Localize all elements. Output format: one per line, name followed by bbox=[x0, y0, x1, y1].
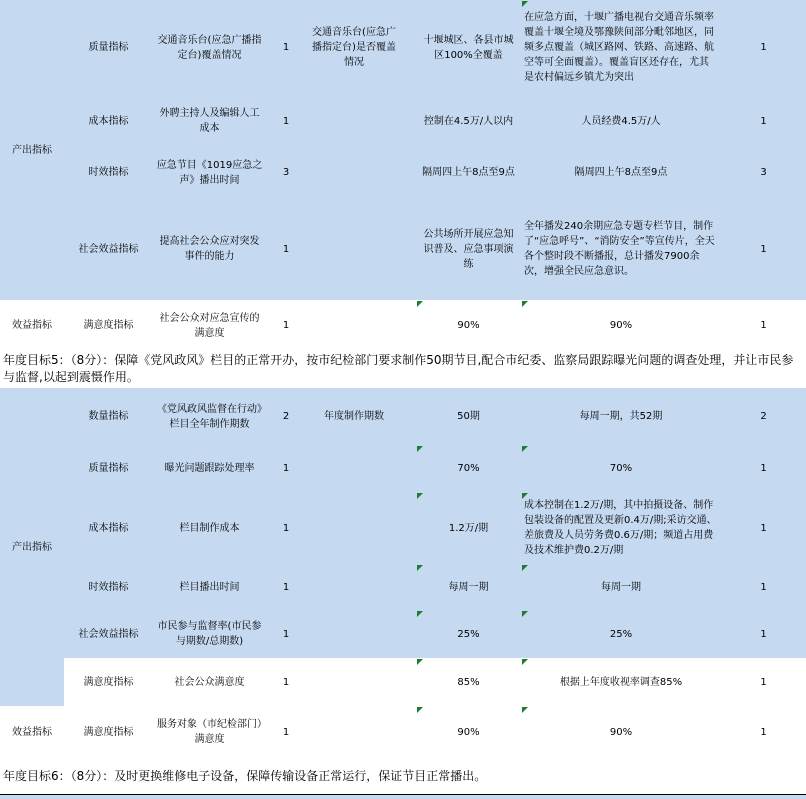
comment-marker-icon bbox=[417, 446, 423, 452]
actual-cell: 在应急方面，十堰广播电视台交通音乐频率覆盖十堰全境及鄂豫陕间部分毗邻地区，同频多点覆盖（城区路网、铁路、高速路、航空等可全面覆盖）。覆盖盲区还存在，尤其是农村偏远乡镇尤为突出 bbox=[521, 0, 721, 95]
spacer-cell bbox=[402, 445, 416, 492]
score-cell: 1 bbox=[721, 492, 806, 564]
category-cell: 效益指标 bbox=[0, 706, 64, 758]
metric-cell bbox=[306, 147, 402, 198]
metric-cell bbox=[306, 198, 402, 300]
sub-category-cell: 成本指标 bbox=[64, 95, 153, 147]
comment-marker-icon bbox=[522, 565, 528, 571]
score-cell: 3 bbox=[721, 147, 806, 198]
score-cell: 1 bbox=[721, 95, 806, 147]
actual-cell: 全年播发240余期应急专题专栏节目，制作了“应急呼号”、“消防安全”等宣传片，全天各个整时段不断播报，总计播发7900余次，增强全民应急意识。 bbox=[521, 198, 721, 300]
weight-cell: 1 bbox=[266, 0, 306, 95]
annual-goal-6: 年度目标6：（8分）：及时更换维修电子设备，保障传输设备正常运行，保证节目正常播出。 bbox=[0, 758, 806, 794]
metric-cell bbox=[306, 300, 402, 351]
indicator-name-cell: 曝光问题跟踪处理率 bbox=[153, 445, 266, 492]
spacer-cell bbox=[402, 610, 416, 658]
sub-category-cell: 数量指标 bbox=[64, 388, 153, 445]
comment-marker-icon bbox=[417, 301, 423, 307]
target-cell: 25% bbox=[416, 610, 521, 658]
indicator-name-cell: 《党风政风监督在行动》栏目全年制作期数 bbox=[153, 388, 266, 445]
metric-cell bbox=[306, 658, 402, 706]
score-cell: 1 bbox=[721, 610, 806, 658]
comment-marker-icon bbox=[417, 659, 423, 665]
actual-cell: 每周一期 bbox=[521, 564, 721, 610]
spacer-cell bbox=[402, 564, 416, 610]
comment-marker-icon bbox=[522, 707, 528, 713]
spacer-cell bbox=[402, 388, 416, 445]
score-cell: 1 bbox=[721, 198, 806, 300]
indicator-name-cell: 外聘主持人及编辑人工成本 bbox=[153, 95, 266, 147]
score-cell: 1 bbox=[721, 0, 806, 95]
score-cell: 1 bbox=[721, 300, 806, 351]
actual-cell: 根据上年度收视率调查85% bbox=[521, 658, 721, 706]
weight-cell: 1 bbox=[266, 658, 306, 706]
comment-marker-icon bbox=[417, 565, 423, 571]
target-cell: 70% bbox=[416, 445, 521, 492]
target-cell: 隔周四上午8点至9点 bbox=[416, 147, 521, 198]
sub-category-cell: 满意度指标 bbox=[64, 706, 153, 758]
score-cell: 1 bbox=[721, 564, 806, 610]
metric-cell bbox=[306, 610, 402, 658]
sub-category-cell: 时效指标 bbox=[64, 564, 153, 610]
comment-marker-icon bbox=[522, 301, 528, 307]
spacer-cell bbox=[402, 300, 416, 351]
sub-category-cell: 满意度指标 bbox=[64, 300, 153, 351]
indicator-name-cell: 社会公众对应急宣传的满意度 bbox=[153, 300, 266, 351]
actual-cell: 90% bbox=[521, 706, 721, 758]
indicator-name-cell: 社会公众满意度 bbox=[153, 658, 266, 706]
target-cell: 每周一期 bbox=[416, 564, 521, 610]
comment-marker-icon bbox=[417, 493, 423, 499]
weight-cell: 1 bbox=[266, 492, 306, 564]
comment-marker-icon bbox=[417, 707, 423, 713]
sub-category-cell: 时效指标 bbox=[64, 147, 153, 198]
actual-cell: 成本控制在1.2万/期，其中拍摄设备、制作包装设备的配置及更新0.4万/期;采访交通、差旅费及人员劳务费0.6万/期；频道占用费及技术维护费0.2万/期 bbox=[521, 492, 721, 564]
indicator-name-cell: 市民参与监督率(市民参与期数/总期数) bbox=[153, 610, 266, 658]
score-cell: 2 bbox=[721, 388, 806, 445]
spacer-cell bbox=[402, 492, 416, 564]
next-section-edge bbox=[0, 795, 806, 799]
indicator-name-cell: 栏目制作成本 bbox=[153, 492, 266, 564]
category-cell: 产出指标 bbox=[0, 0, 64, 300]
spacer-cell bbox=[402, 198, 416, 300]
metric-cell bbox=[306, 564, 402, 610]
weight-cell: 1 bbox=[266, 610, 306, 658]
metric-cell bbox=[306, 492, 402, 564]
target-cell: 1.2万/期 bbox=[416, 492, 521, 564]
indicator-name-cell: 提高社会公众应对突发事件的能力 bbox=[153, 198, 266, 300]
comment-marker-icon bbox=[522, 493, 528, 499]
metric-cell bbox=[306, 706, 402, 758]
actual-cell: 人员经费4.5万/人 bbox=[521, 95, 721, 147]
actual-cell: 25% bbox=[521, 610, 721, 658]
target-cell: 85% bbox=[416, 658, 521, 706]
actual-cell: 70% bbox=[521, 445, 721, 492]
comment-marker-icon bbox=[417, 611, 423, 617]
metric-cell bbox=[306, 95, 402, 147]
spacer-cell bbox=[402, 706, 416, 758]
comment-marker-icon bbox=[522, 446, 528, 452]
category-cell: 效益指标 bbox=[0, 300, 64, 351]
target-cell: 90% bbox=[416, 300, 521, 351]
score-cell: 1 bbox=[721, 658, 806, 706]
category-cell: 产出指标 bbox=[0, 388, 64, 706]
indicator-name-cell: 服务对象（市纪检部门）满意度 bbox=[153, 706, 266, 758]
weight-cell: 1 bbox=[266, 564, 306, 610]
weight-cell: 1 bbox=[266, 706, 306, 758]
spacer-cell bbox=[402, 147, 416, 198]
annual-goal-5: 年度目标5：（8分）：保障《党风政风》栏目的正常开办，按市纪检部门要求制作50期节目,配合市纪委、监察局跟踪曝光问题的调查处理，并让市民参与监督,以起到震慑作用。 bbox=[0, 351, 806, 388]
sub-category-cell: 社会效益指标 bbox=[64, 198, 153, 300]
sub-category-cell: 成本指标 bbox=[64, 492, 153, 564]
weight-cell: 1 bbox=[266, 95, 306, 147]
sub-category-cell: 社会效益指标 bbox=[64, 610, 153, 658]
target-cell: 公共场所开展应急知识普及、应急事项演练 bbox=[416, 198, 521, 300]
spacer-cell bbox=[402, 0, 416, 95]
metric-cell: 交通音乐台(应急广播指定台)是否覆盖情况 bbox=[306, 0, 402, 95]
indicator-name-cell: 应急节目《1019应急之声》播出时间 bbox=[153, 147, 266, 198]
actual-cell: 90% bbox=[521, 300, 721, 351]
comment-marker-icon bbox=[522, 1, 528, 7]
comment-marker-icon bbox=[522, 611, 528, 617]
target-cell: 控制在4.5万/人以内 bbox=[416, 95, 521, 147]
target-cell: 50期 bbox=[416, 388, 521, 445]
sub-category-cell: 质量指标 bbox=[64, 445, 153, 492]
weight-cell: 1 bbox=[266, 300, 306, 351]
target-cell: 90% bbox=[416, 706, 521, 758]
actual-cell: 每周一期，共52期 bbox=[521, 388, 721, 445]
indicator-name-cell: 栏目播出时间 bbox=[153, 564, 266, 610]
weight-cell: 3 bbox=[266, 147, 306, 198]
target-cell: 十堰城区、各县市城区100%全覆盖 bbox=[416, 0, 521, 95]
metric-cell bbox=[306, 445, 402, 492]
weight-cell: 1 bbox=[266, 445, 306, 492]
comment-marker-icon bbox=[522, 659, 528, 665]
sub-category-cell: 满意度指标 bbox=[64, 658, 153, 706]
actual-cell: 隔周四上午8点至9点 bbox=[521, 147, 721, 198]
weight-cell: 1 bbox=[266, 198, 306, 300]
indicator-name-cell: 交通音乐台(应急广播指定台)覆盖情况 bbox=[153, 0, 266, 95]
metric-cell: 年度制作期数 bbox=[306, 388, 402, 445]
spacer-cell bbox=[402, 658, 416, 706]
score-cell: 1 bbox=[721, 706, 806, 758]
spacer-cell bbox=[402, 95, 416, 147]
score-cell: 1 bbox=[721, 445, 806, 492]
sub-category-cell: 质量指标 bbox=[64, 0, 153, 95]
weight-cell: 2 bbox=[266, 388, 306, 445]
